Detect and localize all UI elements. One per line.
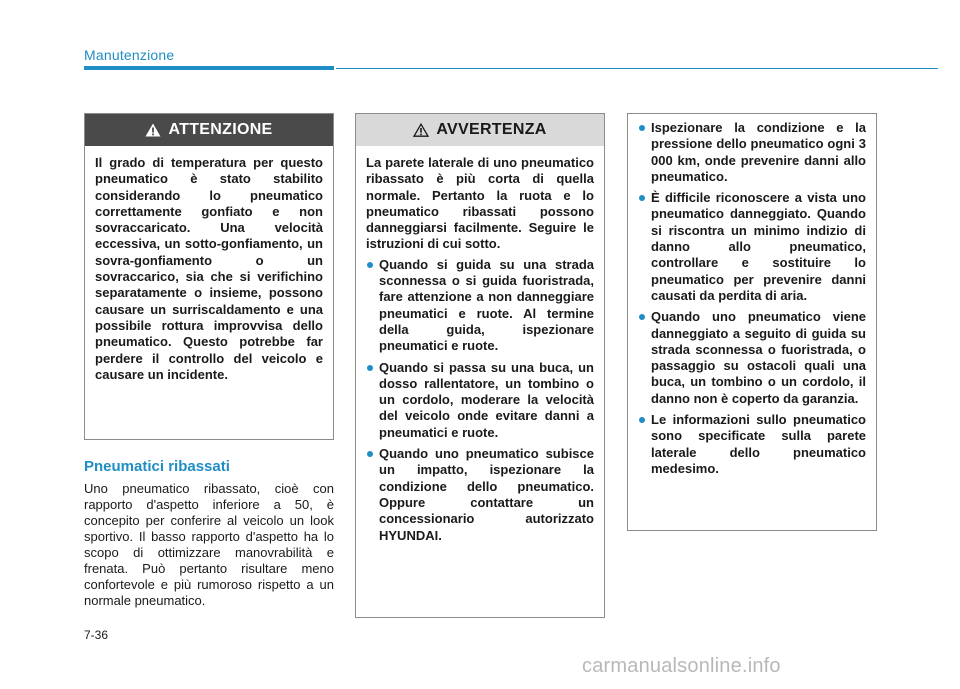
list-item: È difficile riconoscere a vista uno pneumatico danneggiato. Quando si riscontra un minimo indizio di danno allo pneumatico, controllare e sostituire lo pneumatico per prevenire danni causati da perdita di aria. <box>638 190 866 304</box>
header-rule-thin <box>336 68 938 69</box>
caution-box-header <box>85 114 333 146</box>
warning-box-title: AVVERTENZA <box>436 121 547 138</box>
warning-bullet-list <box>366 257 594 544</box>
caution-box-title: ATTENZIONE <box>168 121 273 138</box>
warning-triangle-icon <box>145 123 161 137</box>
warning-box-body <box>356 146 604 557</box>
list-item: Le informazioni sullo pneumatico sono specificate sulla parete laterale dello pneumatico medesimo. <box>638 412 866 477</box>
caution-text: Il grado di temperatura per questo pneumatico è stato stabilito considerando lo pneumatico correttamente gonfiato e non sovraccaricato. Una velocità eccessiva, un sotto-gonfiamento, un sovra-gonfiamento o un sovraccarico, sia che si verifichino separatamente o insieme, possono causare un surriscaldamento e una possibile rottura improvvisa dello pneumatico. Questo potrebbe far perdere il controllo del veicolo e causare un incidente. <box>95 155 323 382</box>
list-item: Quando si passa su una buca, un dosso rallentatore, un tombino o un cordolo, moderare la velocità del veicolo onde evitare danni a pneumatici e ruote. <box>366 360 594 441</box>
page-number: 7-36 <box>84 628 109 642</box>
list-item: Quando uno pneumatico viene danneggiato a seguito di guida su strada sconnessa o fuoristrada, o passaggio su ostacoli quali una buca, un tombino o un cordolo, il danno non è coperto da garanzia. <box>638 309 866 407</box>
warning-intro: La parete laterale di uno pneumatico ribassato è più corta di quella normale. Pertanto la ruota e lo pneumatico ribassati possono danneggiarsi facilmente. Seguire le istruzioni di cui sotto. <box>366 155 594 252</box>
section-title: Manutenzione <box>84 47 175 63</box>
header-rule-thick <box>84 66 334 70</box>
continued-box-body <box>628 114 876 490</box>
list-item: Ispezionare la condizione e la pressione dello pneumatico ogni 3 000 km, onde prevenire danni allo pneumatico. <box>638 120 866 185</box>
continued-box <box>627 113 877 531</box>
warning-triangle-icon <box>413 123 429 137</box>
section-heading: Pneumatici ribassati <box>84 458 230 475</box>
warning-box <box>355 113 605 618</box>
continued-bullet-list <box>638 120 866 477</box>
list-item: Quando uno pneumatico subisce un impatto, ispezionare la condizione dello pneumatico. Oppure contattare un concessionario autorizzato HYUNDAI. <box>366 446 594 544</box>
warning-box-header <box>356 114 604 146</box>
list-item: Quando si guida su una strada sconnessa o si guida fuoristrada, fare attenzione a non danneggiare pneumatici e ruote. Al termine della guida, ispezionare pneumatici e ruote. <box>366 257 594 355</box>
caution-box <box>84 113 334 440</box>
caution-box-body <box>85 146 333 391</box>
section-body: Uno pneumatico ribassato, cioè con rapporto d'aspetto inferiore a 50, è concepito per conferire al veicolo un look sportivo. Il basso rapporto d'aspetto ha lo scopo di ottimizzare manovrabilità e frenata. Può pertanto risultare meno confortevole e più rumoroso rispetto a un normale pneumatico. <box>84 481 334 608</box>
watermark: carmanualsonline.info <box>582 655 781 677</box>
